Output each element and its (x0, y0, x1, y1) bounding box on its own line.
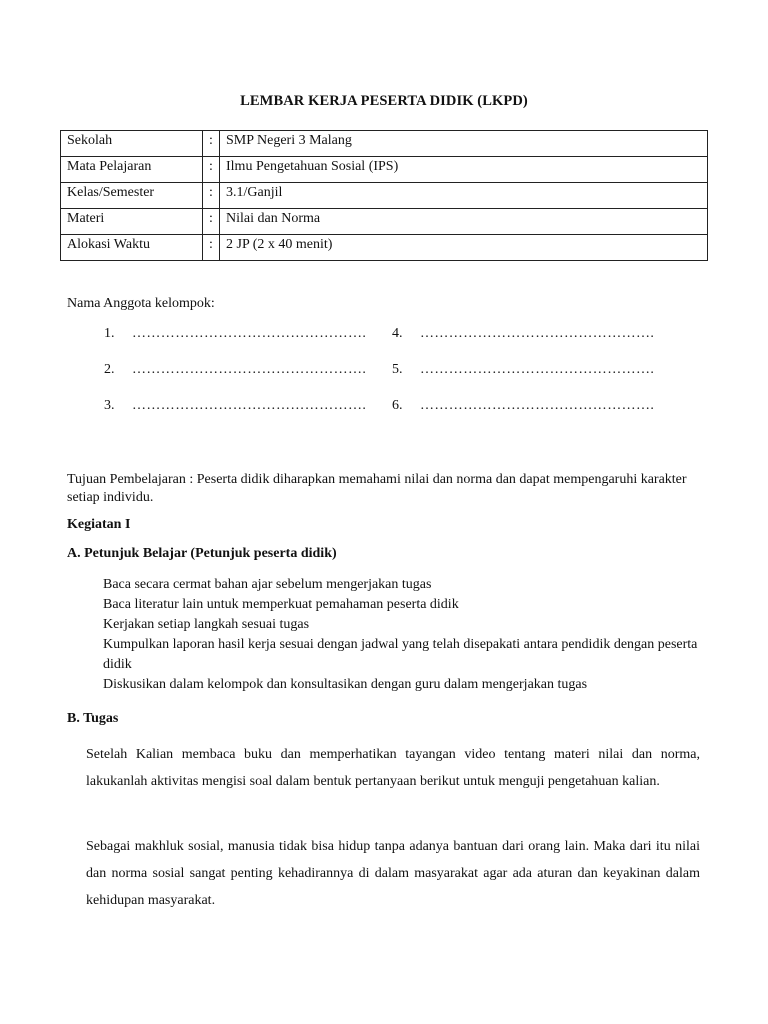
member-blank: …………………………………………. (420, 362, 655, 377)
member-slot-3 (104, 398, 366, 414)
list-item: Kumpulkan laporan hasil kerja sesuai dengan jadwal yang telah disepakati antara pendidik dengan peserta didik (103, 637, 698, 672)
list-item: Baca literatur lain untuk memperkuat pemahaman peserta didik (103, 597, 459, 612)
list-item: Kerjakan setiap langkah sesuai tugas (103, 617, 310, 632)
info-table (60, 130, 708, 261)
member-slot-2 (104, 362, 366, 378)
member-number: 3. (104, 398, 115, 413)
row-separator: : (203, 157, 220, 183)
row-separator: : (203, 209, 220, 235)
member-number: 5. (392, 362, 403, 377)
member-number: 2. (104, 362, 115, 377)
row-label: Alokasi Waktu (61, 235, 203, 261)
row-label: Sekolah (61, 131, 203, 157)
row-label: Mata Pelajaran (61, 157, 203, 183)
list-item: Diskusikan dalam kelompok dan konsultasikan dengan guru dalam mengerjakan tugas (103, 677, 588, 692)
member-blank: …………………………………………. (420, 326, 655, 341)
table-row (61, 235, 708, 261)
row-separator: : (203, 235, 220, 261)
row-label: Kelas/Semester (61, 183, 203, 209)
activity-heading: Kegiatan I (67, 517, 131, 532)
member-number: 6. (392, 398, 403, 413)
task-heading: B. Tugas (67, 711, 119, 726)
member-slot-5 (392, 362, 654, 378)
task-paragraph: Setelah Kalian membaca buku dan memperhatikan tayangan video tentang materi nilai dan norma, lakukanlah aktivitas mengisi soal dalam bentuk pertanyaan berikut untuk menguji pengetahuan kalian. (86, 747, 700, 789)
row-label: Materi (61, 209, 203, 235)
row-value: SMP Negeri 3 Malang (220, 131, 708, 157)
members-label: Nama Anggota kelompok: (67, 296, 215, 311)
member-blank: …………………………………………. (420, 398, 655, 413)
table-row (61, 131, 708, 157)
instructions-heading: A. Petunjuk Belajar (Petunjuk peserta didik) (67, 546, 337, 561)
instructions-list (103, 575, 703, 695)
row-value: 3.1/Ganjil (220, 183, 708, 209)
member-slot-6 (392, 398, 654, 414)
list-item: Baca secara cermat bahan ajar sebelum mengerjakan tugas (103, 577, 432, 592)
task-paragraph: Sebagai makhluk sosial, manusia tidak bisa hidup tanpa adanya bantuan dari orang lain. Maka dari itu nilai dan norma sosial sangat penting kehadirannya di dalam masyarakat agar ada aturan dan keyakinan dalam kehidupan masyarakat. (86, 839, 700, 908)
table-row (61, 157, 708, 183)
row-separator: : (203, 131, 220, 157)
document-title: LEMBAR KERJA PESERTA DIDIK (LKPD) (240, 93, 528, 109)
row-value: 2 JP (2 x 40 menit) (220, 235, 708, 261)
member-number: 1. (104, 326, 115, 341)
member-blank: …………………………………………. (132, 326, 367, 341)
learning-objective: Tujuan Pembelajaran : Peserta didik diharapkan memahami nilai dan norma dan dapat mempengaruhi karakter setiap individu. (67, 472, 687, 505)
member-slot-4 (392, 326, 654, 342)
row-value: Ilmu Pengetahuan Sosial (IPS) (220, 157, 708, 183)
member-number: 4. (392, 326, 403, 341)
member-blank: …………………………………………. (132, 398, 367, 413)
table-row (61, 209, 708, 235)
row-value: Nilai dan Norma (220, 209, 708, 235)
member-slot-1 (104, 326, 366, 342)
table-row (61, 183, 708, 209)
row-separator: : (203, 183, 220, 209)
member-blank: …………………………………………. (132, 362, 367, 377)
